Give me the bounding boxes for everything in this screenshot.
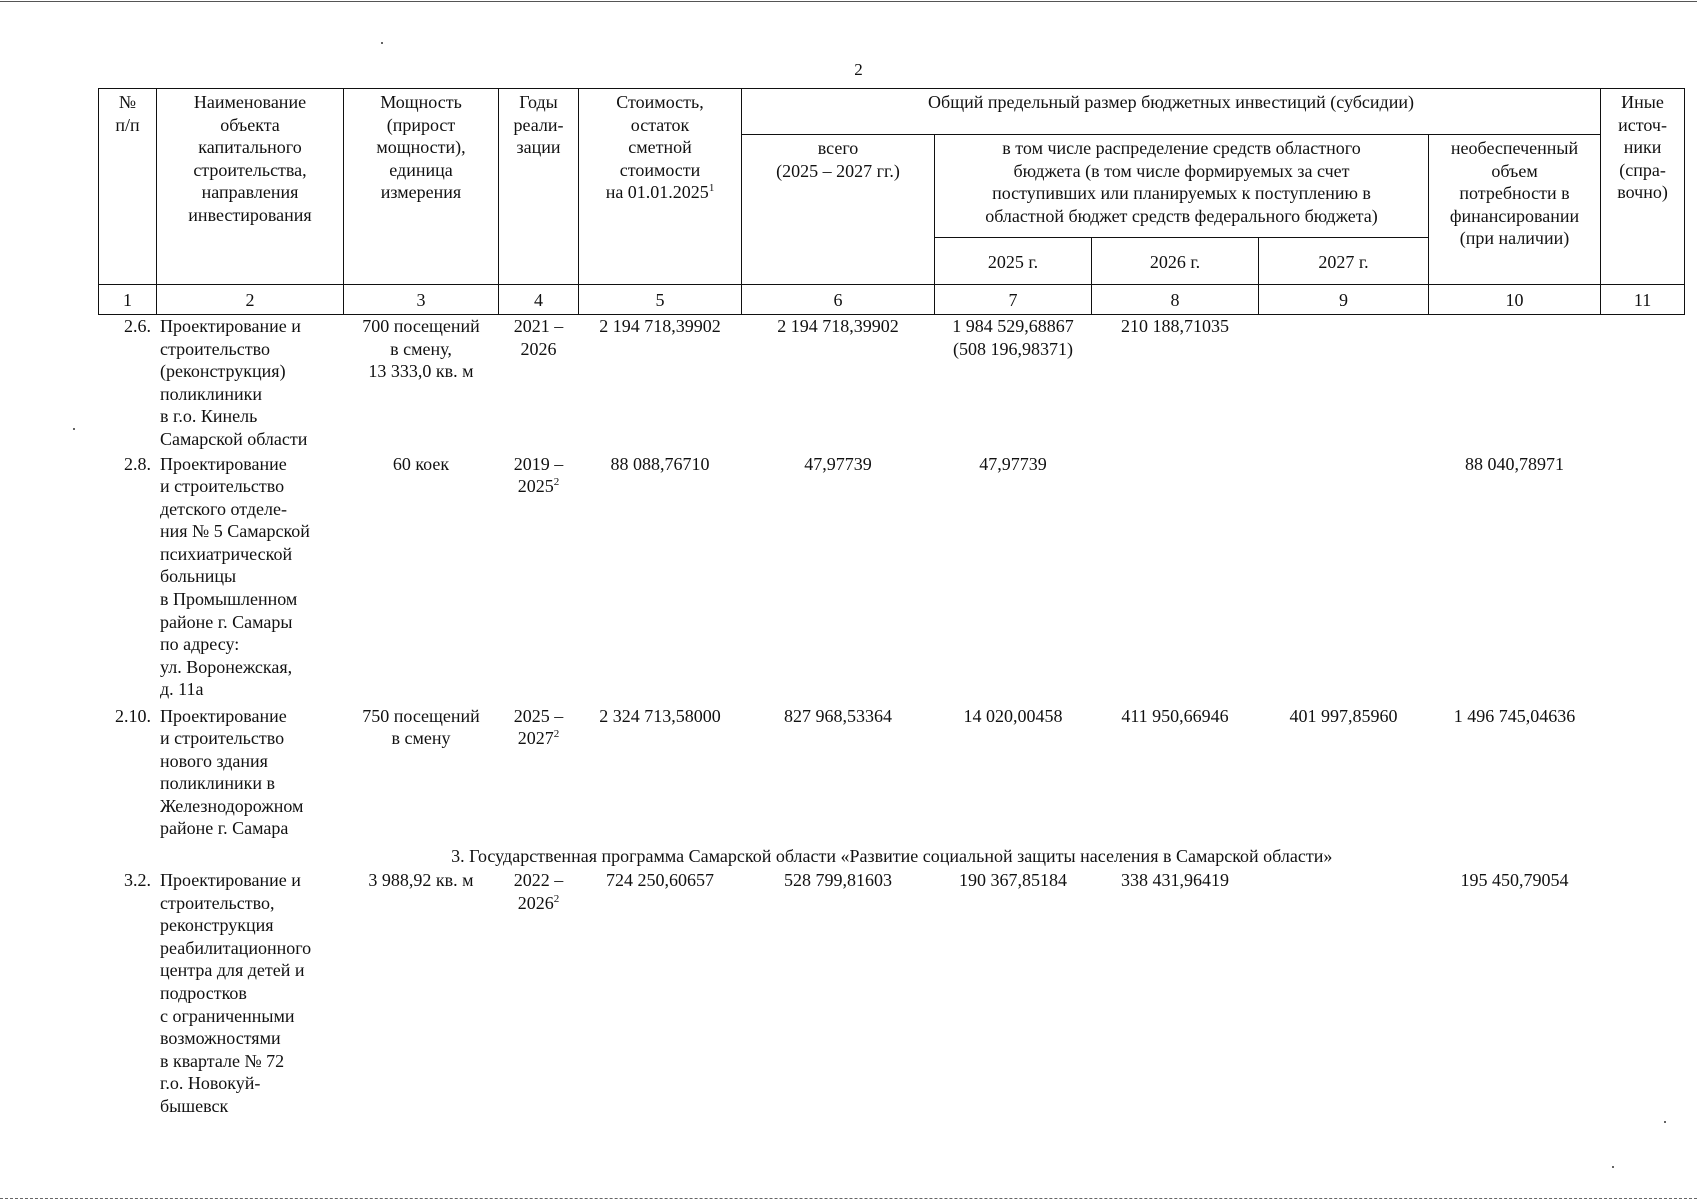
column-number: 3 — [344, 285, 499, 315]
header-subgroup-title: в том числе распределение средств областного бюджета (в том числе формируемых за счет поступивших или планируемых к поступлению в областной бюджет средств федерального бюджета) — [935, 135, 1429, 238]
scan-top-edge — [0, 1, 1697, 3]
column-number: 9 — [1259, 285, 1429, 315]
amount-2026: 210 188,71035 — [1121, 316, 1229, 336]
page-number: 2 — [854, 60, 863, 79]
total: 2 194 718,39902 — [777, 316, 899, 336]
header-col-unfunded: необеспеченный объем потребности в финансировании (при наличии) — [1429, 135, 1601, 285]
years — [499, 869, 579, 1118]
header-col-other: Иные источ- ники (спра- вочно) — [1601, 89, 1685, 285]
amount-2025: 1 984 529,68867 (508 196,98371) — [952, 316, 1074, 359]
amount-2026: 411 950,66946 — [1121, 705, 1229, 726]
table-row — [99, 705, 1685, 843]
table-row — [99, 453, 1685, 705]
column-number: 2 — [157, 285, 344, 315]
table-row — [99, 869, 1685, 1118]
row-number: 2.10. — [115, 705, 151, 726]
amount-2025: 14 020,00458 — [963, 705, 1063, 726]
footnote-mark: 2 — [553, 728, 560, 741]
header-col-years: Годы реали- зации — [499, 89, 579, 285]
total: 827 968,53364 — [784, 705, 892, 726]
footnote-mark: 2 — [553, 476, 560, 489]
cost: 2 194 718,39902 — [599, 316, 721, 336]
years — [499, 705, 579, 843]
header-col-no: № п/п — [99, 89, 157, 285]
capacity: 700 посещений в смену, 13 333,0 кв. м — [362, 316, 480, 382]
amount-2027 — [1259, 453, 1429, 705]
unfunded: 1 496 745,04636 — [1453, 705, 1576, 726]
column-number: 1 — [99, 285, 157, 315]
investment-table — [98, 88, 1685, 1118]
amount-2025: 47,97739 — [979, 453, 1047, 474]
column-number: 4 — [499, 285, 579, 315]
row-number: 3.2. — [124, 870, 151, 891]
table-row — [99, 315, 1685, 453]
years — [499, 453, 579, 705]
column-number: 8 — [1092, 285, 1259, 315]
header-col-total: всего (2025 – 2027 гг.) — [742, 135, 935, 285]
capacity: 60 коек — [392, 453, 450, 474]
object-name: Проектирование и строительство, реконструкция реабилитационного центра для детей и подростков с ограниченными возможностями в квартале № 72 г.о. Новокуй- бышевск — [160, 870, 312, 1117]
column-number: 6 — [742, 285, 935, 315]
years — [499, 315, 579, 453]
object-name: Проектирование и строительство нового здания поликлиники в Железнодорожном районе г. Самара — [160, 705, 304, 839]
years-text: 2022 – 2026 — [513, 870, 564, 913]
years-text: 2019 – 2025 — [513, 453, 564, 497]
years-text: 2021 – 2026 — [513, 316, 564, 359]
header-col-2025: 2025 г. — [935, 238, 1092, 285]
other-sources — [1601, 705, 1685, 843]
years-text: 2025 – 2027 — [513, 705, 564, 749]
object-name: Проектирование и строительство (реконструкция) поликлиники в г.о. Кинель Самарской области — [160, 316, 308, 449]
column-number: 7 — [935, 285, 1092, 315]
amount-2026: 338 431,96419 — [1121, 870, 1229, 891]
object-name: Проектирование и строительство детского отделе- ния № 5 Самарской психиатрической больницы в Промышленном районе г. Самары по адресу: ул. Воронежская, д. 11а — [160, 453, 310, 700]
footnote-mark: 2 — [553, 892, 560, 905]
column-number: 11 — [1601, 285, 1685, 315]
amount-2027: 401 997,85960 — [1289, 705, 1398, 726]
header-col-name: Наименование объекта капитального строительства, направления инвестирования — [157, 89, 344, 285]
section-title: 3. Государственная программа Самарской области «Развитие социальной защиты населения в Самарской области» — [451, 845, 1333, 866]
header-col-cost — [579, 89, 742, 285]
table-header — [99, 89, 1685, 315]
header-col-cost-text: Стоимость, остаток сметной стоимости на 01.01.2025 — [605, 92, 709, 203]
total: 528 799,81603 — [784, 870, 892, 891]
scan-speck — [1664, 1121, 1666, 1123]
capacity: 3 988,92 кв. м — [368, 870, 474, 891]
section-row — [99, 843, 1685, 870]
column-number: 10 — [1429, 285, 1601, 315]
other-sources — [1601, 869, 1685, 1118]
column-number: 5 — [579, 285, 742, 315]
scan-speck — [73, 428, 75, 430]
row-number: 2.8. — [124, 453, 151, 474]
other-sources — [1601, 315, 1685, 453]
amount-2027 — [1259, 869, 1429, 1118]
amount-2025: 190 367,85184 — [959, 870, 1067, 891]
header-col-capacity: Мощность (прирост мощности), единица измерения — [344, 89, 499, 285]
footnote-mark: 1 — [708, 182, 715, 195]
row-number: 2.6. — [124, 316, 151, 336]
amount-2026 — [1092, 453, 1259, 705]
scan-speck — [381, 42, 383, 44]
scan-speck — [1612, 1166, 1614, 1168]
cost: 2 324 713,58000 — [599, 705, 721, 726]
unfunded: 195 450,79054 — [1460, 870, 1569, 891]
header-col-2027: 2027 г. — [1259, 238, 1429, 285]
table-body — [99, 315, 1685, 1118]
header-col-2026: 2026 г. — [1092, 238, 1259, 285]
other-sources — [1601, 453, 1685, 705]
unfunded — [1429, 315, 1601, 453]
amount-2027 — [1259, 315, 1429, 453]
total: 47,97739 — [804, 453, 872, 474]
unfunded: 88 040,78971 — [1465, 453, 1565, 474]
cost: 88 088,76710 — [610, 453, 710, 474]
capacity: 750 посещений в смену — [362, 705, 480, 749]
header-group-title: Общий предельный размер бюджетных инвестиций (субсидии) — [742, 89, 1601, 135]
cost: 724 250,60657 — [606, 870, 714, 891]
